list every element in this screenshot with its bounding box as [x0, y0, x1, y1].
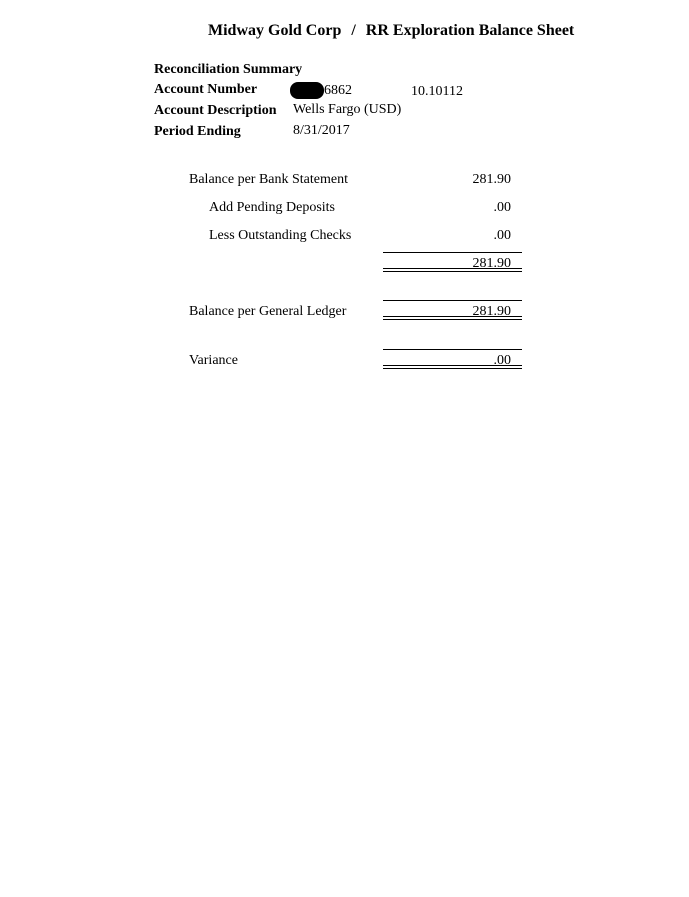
gl-account-number: 10.10112: [411, 84, 463, 99]
pending-deposits-value: .00: [493, 200, 511, 215]
gl-balance-label: Balance per General Ledger: [189, 304, 347, 319]
variance-label: Variance: [189, 353, 238, 368]
variance-value: .00: [493, 353, 511, 368]
company-name: Midway Gold Corp: [208, 22, 342, 39]
report-title: [208, 22, 574, 40]
redaction-mark: [290, 82, 324, 99]
section-title: Reconciliation Summary: [154, 62, 303, 77]
subtotal-rule: [383, 252, 522, 253]
gl-double-rule-bottom: [383, 319, 522, 320]
bank-balance-label: Balance per Bank Statement: [189, 172, 348, 187]
variance-top-rule: [383, 349, 522, 350]
bank-balance-value: 281.90: [472, 172, 511, 187]
variance-double-rule-top: [383, 365, 522, 366]
variance-double-rule-bottom: [383, 368, 522, 369]
pending-deposits-label: Add Pending Deposits: [209, 200, 335, 215]
total-double-rule-top: [383, 268, 522, 269]
title-separator: /: [351, 22, 356, 39]
period-ending-value: 8/31/2017: [293, 123, 350, 138]
gl-top-rule: [383, 300, 522, 301]
account-number-value: 6862: [324, 83, 352, 98]
account-number-label: Account Number: [154, 82, 258, 97]
adjusted-balance-value: 281.90: [472, 256, 511, 271]
outstanding-checks-label: Less Outstanding Checks: [209, 228, 352, 243]
total-double-rule-bottom: [383, 271, 522, 272]
gl-double-rule-top: [383, 316, 522, 317]
account-description-label: Account Description: [154, 103, 277, 118]
outstanding-checks-value: .00: [493, 228, 511, 243]
period-ending-label: Period Ending: [154, 124, 241, 139]
account-description-value: Wells Fargo (USD): [293, 102, 402, 117]
gl-balance-value: 281.90: [472, 304, 511, 319]
report-name: RR Exploration Balance Sheet: [365, 22, 575, 39]
